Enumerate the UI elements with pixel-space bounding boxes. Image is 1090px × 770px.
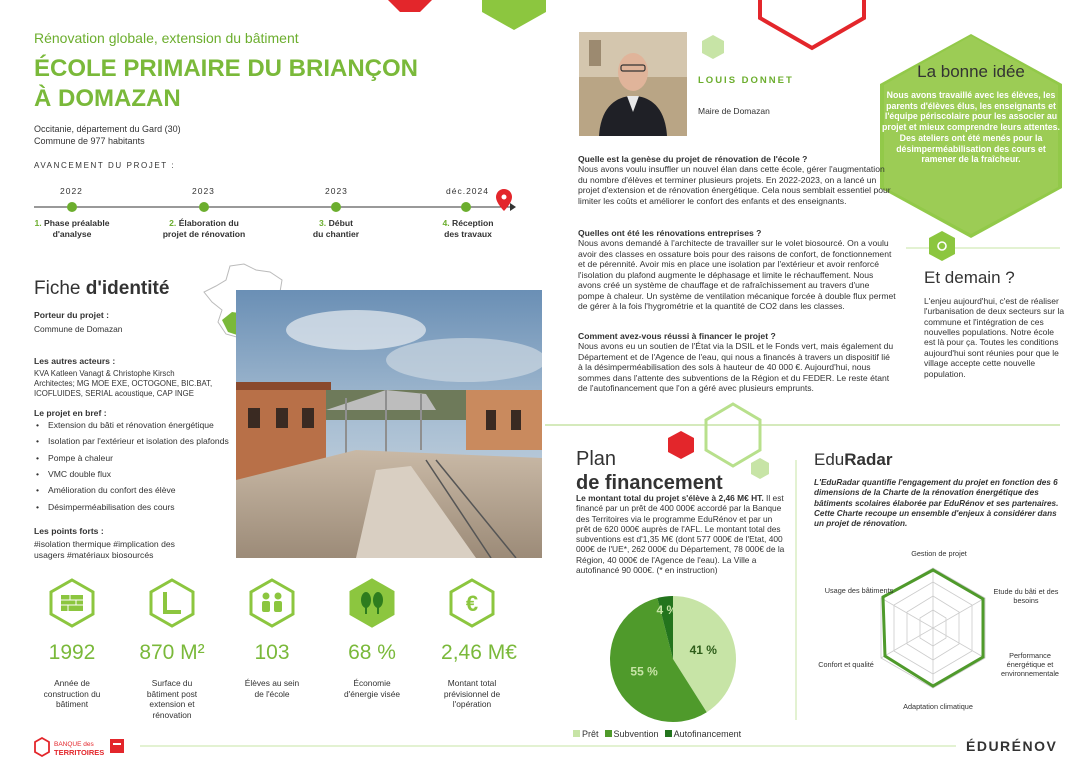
- demain-title: Et demain ?: [924, 268, 1015, 287]
- edu-radar-chart: [868, 558, 998, 698]
- trees-icon: [348, 578, 396, 628]
- timeline-dot-4: [461, 202, 471, 212]
- interview-qa-3: [578, 331, 896, 394]
- stat-label-surface: Surface du bâtiment post extension et rénovation: [146, 678, 198, 720]
- list-item: • VMC double flux: [34, 469, 239, 479]
- edurenov-logo: ÉDURÉNOV: [966, 738, 1058, 754]
- school-photo: [236, 290, 542, 558]
- timeline-dot-2: [199, 202, 209, 212]
- list-item: • Désimperméabilisation des cours: [34, 502, 239, 512]
- page-title: [34, 54, 454, 114]
- interviewee-role: Maire de Domazan: [698, 106, 770, 116]
- porteur-title: Porteur du projet :: [34, 310, 109, 320]
- stat-label-amount: Montant total prévisionnel de l'opération: [443, 678, 501, 709]
- timeline-step-4: 4. Réception des travaux: [442, 218, 494, 240]
- small-hexagon-plan: [751, 458, 769, 479]
- radar-axis-1: Gestion de projet: [911, 549, 967, 558]
- commune-text: Commune de 977 habitants: [34, 135, 145, 146]
- location-info: [34, 124, 181, 147]
- list-item: • Pompe à chaleur: [34, 453, 239, 463]
- timeline-year-1: 2022: [60, 186, 83, 196]
- timeline-year-4: déc.2024: [446, 186, 489, 196]
- stat-value-amount: 2,46 M€: [441, 641, 517, 664]
- question-1: Quelle est la genèse du projet de rénovation de l'école ?: [578, 154, 808, 164]
- interview-qa-2: [578, 228, 896, 312]
- timeline-dot-3: [331, 202, 341, 212]
- list-item: • Isolation par l'extérieur et isolation des plafonds: [34, 436, 239, 446]
- plan-title: Plan de financement: [576, 448, 723, 494]
- question-2: Quelles ont été les rénovations entreprises ?: [578, 228, 762, 238]
- pie-legend: [573, 729, 741, 739]
- banque-territoires-logo: [34, 737, 144, 764]
- fiche-title: Fiche d'identité: [34, 278, 170, 299]
- list-item: • Amélioration du confort des élève: [34, 485, 239, 495]
- red-hexagon-outline: [760, 0, 864, 48]
- timeline-step-3: 3. Début du chantier: [312, 218, 360, 240]
- red-hexagon-top: [388, 0, 432, 12]
- radar-axis-2: Etude du bâti et des besoins: [993, 587, 1059, 605]
- radar-axis-5: Confort et qualité: [818, 660, 874, 669]
- stat-label-students: Élèves au sein de l'école: [244, 678, 300, 699]
- stat-value-year: 1992: [48, 641, 96, 664]
- acteurs-value: KVA Katleen Vanagt & Christophe Kirsch Architectes; MG MOE EXE, OCTOGONE, BIC.BAT, ICOFLUIDES, SERIAL acoustique, CAP INGE: [34, 369, 213, 399]
- bonne-idee-text: Nous avons travaillé avec les élèves, les parents d'élèves élus, les enseignants et l'équipe périscolaire pour les associer au projet et mieux comprendre leurs attentes. Des ateliers ont été menés pour la désimperméabilisation des cours et ramener de la fraîcheur.: [882, 90, 1060, 165]
- surface-icon: [148, 578, 196, 628]
- porteur-value: Commune de Domazan: [34, 324, 123, 334]
- timeline-step-2: 2. Élaboration du projet de rénovation: [162, 218, 246, 240]
- brick-wall-icon: [48, 578, 96, 628]
- forts-title: Les points forts :: [34, 526, 104, 536]
- euro-icon: [448, 578, 496, 628]
- bonne-idee-title: La bonne idée: [917, 62, 1025, 81]
- acteurs-title: Les autres acteurs :: [34, 356, 116, 366]
- radar-description: L'EduRadar quantifie l'engagement du projet en fonction des 6 dimensions de la Charte de la rénovation énergétique des bâtiments scolaires élaborée par EduRénov et ses partenaires. Cette Charte recoupe un ensemble d'enjeux à considérer dans un projet de rénovation.: [814, 478, 1059, 529]
- stat-value-students: 103: [254, 641, 290, 664]
- legend-item-pret: Prêt: [573, 729, 599, 739]
- pie-label-autofinancement: 4 %: [656, 603, 678, 618]
- stat-label-energy: Économie d'énergie visée: [343, 678, 401, 699]
- answer-1: Nous avons voulu insuffler un nouvel élan dans cette école, gérer l'augmentation du nombre d'élèves et terminer plusieurs projets. En 2022-2023, on a lancé un projet d'extension et de rénovation énergétique. Cela nous semblait essentiel pour limiter les coûts et améliorer le confort des enfants et des enseignants.: [578, 164, 891, 206]
- svg-text:BANQUE des: BANQUE des: [54, 741, 94, 748]
- demain-hexagon: [929, 231, 955, 261]
- avancement-label: AVANCEMENT DU PROJET :: [34, 161, 176, 170]
- small-hexagon-1: [702, 35, 724, 59]
- radar-axis-4: Adaptation climatique: [903, 702, 973, 711]
- bref-title: Le projet en bref :: [34, 408, 107, 418]
- demain-text: L'enjeu aujourd'hui, c'est de réaliser l'urbanisation de deux secteurs sur la commune et l'intégration de ces nouvelles populations. Notre école est là pour ça. Toutes les conditions aujourd'hui sont réunies pour que le village accepte cette nouvelle population.: [924, 296, 1065, 379]
- region-text: Occitanie, département du Gard (30): [34, 124, 181, 134]
- title-line-1: ÉCOLE PRIMAIRE DU BRIANÇON: [34, 55, 419, 82]
- radar-axis-6: Usage des bâtiments: [824, 586, 894, 595]
- answer-2: Nous avons demandé à l'architecte de travailler sur le volet biosourcé. On a voulu avoir des classes en ossature bois pour des raisons de confort, de fonctionnement et de pérennité. Avoir mis en place une isolation par l'extérieur et avoir renforcé l'isolation du plafond augmente le déphasage et limite le réchauffement. Nous avons créé un système de chauffage et de rafraîchissement au travers d'une pompe à chaleur. Un système de ventilation mécanique forcée à double flux permet de gérer à la fois l'hygrométrie et la quantité de CO2 dans les classes.: [578, 238, 896, 312]
- pie-label-prêt: 41 %: [689, 643, 717, 658]
- location-pin-icon: [496, 189, 512, 211]
- green-hexagon-top: [482, 0, 546, 30]
- list-item: • Extension du bâti et rénovation énergétique: [34, 420, 239, 430]
- svg-text:TERRITOIRES: TERRITOIRES: [54, 748, 105, 757]
- forts-value: #isolation thermique #implication des usagers #matériaux biosourcés: [34, 539, 175, 560]
- question-3: Comment avez-vous réussi à financer le projet ?: [578, 331, 776, 341]
- stat-value-surface: 870 M²: [139, 641, 205, 664]
- portrait-photo: [579, 32, 687, 136]
- title-line-2: À DOMAZAN: [34, 85, 181, 112]
- stat-value-energy: 68 %: [348, 641, 396, 664]
- svg-text:€: €: [465, 591, 479, 616]
- timeline-step-1: 1. Phase préalable d'analyse: [34, 218, 110, 240]
- legend-item-autofinancement: Autofinancement: [665, 729, 742, 739]
- radar-axis-3: Performance énergétique et environnementale: [1000, 651, 1059, 678]
- timeline-year-3: 2023: [325, 186, 348, 196]
- timeline-year-2: 2023: [192, 186, 215, 196]
- students-icon: [248, 578, 296, 628]
- interviewee-name: LOUIS DONNET: [698, 75, 794, 86]
- stat-label-year: Année de construction du bâtiment: [43, 678, 101, 709]
- plan-text: Le montant total du projet s'élève à 2,46 M€ HT. Il est financé par un prêt de 400 000€ accordé par la Banque des Territoires via le programme EduRénov et par un prêt de 620 000€ auprès de l'AFL. Le montant total des subventions est d'1,35 M€ (dont 577 000€ de l'Etat, 400 000€ de l'UE*, 262 000€ du Département, 78 000€ de la Région, 40 000€ de l'Agence de l'eau). La Ville a autofinancé 90 000€. (* en instruction): [576, 493, 785, 575]
- financing-pie-chart: [608, 594, 738, 724]
- radar-title: EduRadar: [814, 450, 893, 469]
- pie-label-subvention: 55 %: [630, 664, 658, 679]
- timeline-dot-1: [67, 202, 77, 212]
- answer-3: Nous avons eu un soutien de l'État via la DSIL et le Fonds vert, mais également du Département et de l'Agence de l'eau, qui nous a financés à travers un dispositif lié à la désimperméabilisation des sols à hauteur de 40 000 €. Aujourd'hui, nous sommes dans l'attente des subventions de la Région et du FEDER. Le reste étant de l'autofinancement que l'on a géré avec plusieurs emprunts.: [578, 341, 894, 394]
- interview-qa-1: [578, 154, 896, 206]
- timeline-arrow: [510, 203, 516, 211]
- kicker-text: Rénovation globale, extension du bâtiment: [34, 30, 299, 46]
- bref-list: [34, 420, 239, 518]
- legend-item-subvention: Subvention: [605, 729, 659, 739]
